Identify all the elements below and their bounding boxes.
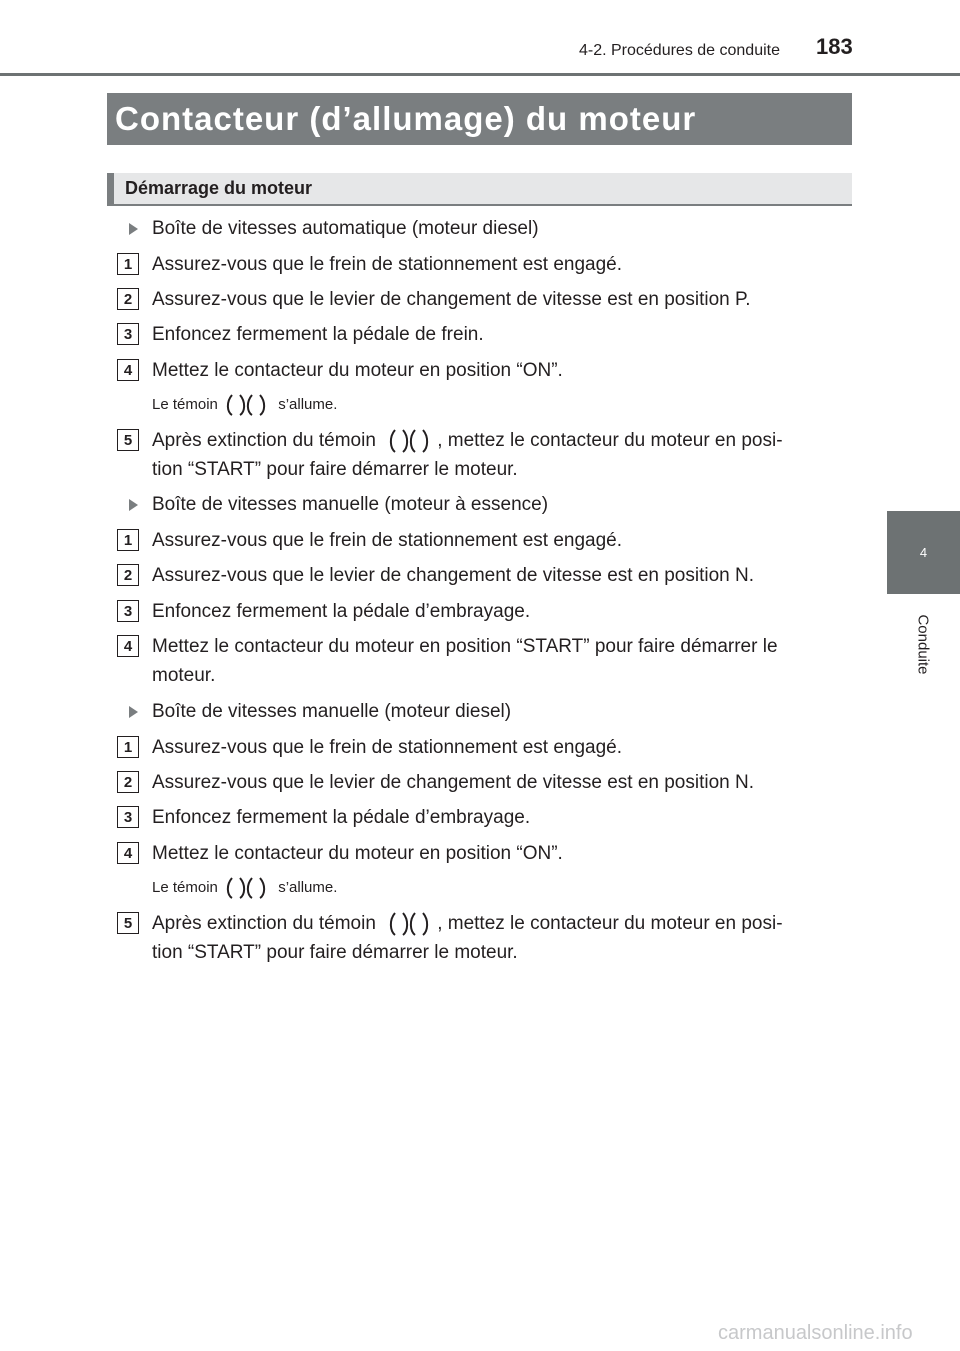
- note-text-before: Le témoin: [152, 878, 218, 896]
- step-number: 1: [117, 529, 139, 551]
- page-title-bar: [107, 93, 852, 145]
- step-text-before: Après extinction du témoin: [152, 913, 376, 934]
- page-number: 183: [816, 34, 853, 59]
- header-section-title: 4-2. Procédures de conduite: [578, 42, 780, 59]
- note-text-after: s’allume.: [278, 878, 338, 896]
- step-number: 3: [117, 806, 139, 828]
- step-number: 4: [117, 842, 139, 864]
- bullet-arrow-icon: [129, 499, 138, 511]
- block-heading: Boîte de vitesses automatique (moteur diesel): [152, 218, 539, 239]
- note-text-before: Le témoin: [152, 395, 218, 413]
- step-text: Mettez le contacteur du moteur en position “START” pour faire démarrer le: [152, 636, 778, 657]
- step-text: [152, 909, 852, 938]
- chapter-label-text: Conduite: [914, 613, 932, 675]
- step-text-after: , mettez le contacteur du moteur en posi-: [437, 913, 783, 934]
- glow-plug-indicator-icon: [381, 910, 437, 938]
- step-text-continued: tion “START” pour faire démarrer le moteur.: [152, 942, 518, 963]
- step-text: Enfoncez fermement la pédale de frein.: [152, 324, 484, 345]
- step-number: 4: [117, 635, 139, 657]
- note-text-after: s’allume.: [278, 395, 338, 413]
- step-text-after: , mettez le contacteur du moteur en posi-: [437, 430, 783, 451]
- step-text: Assurez-vous que le frein de stationnement est engagé.: [152, 530, 623, 551]
- header-divider: [0, 73, 960, 76]
- step-text-continued: moteur.: [152, 665, 216, 686]
- step-number: 3: [117, 600, 139, 622]
- watermark: carmanualsonline.info: [718, 1322, 913, 1344]
- bullet-arrow-icon: [129, 706, 138, 718]
- step-text: Enfoncez fermement la pédale d’embrayage.: [152, 807, 531, 828]
- step-number: 1: [117, 253, 139, 275]
- step-text: Mettez le contacteur du moteur en position “ON”.: [152, 360, 563, 381]
- step-text: Assurez-vous que le levier de changement de vitesse est en position N.: [152, 772, 754, 793]
- step-number: 3: [117, 323, 139, 345]
- subsection-title: Démarrage du moteur: [125, 178, 313, 198]
- step-number: 5: [117, 912, 139, 934]
- step-text: Mettez le contacteur du moteur en position “ON”.: [152, 843, 563, 864]
- step-text: Assurez-vous que le levier de changement de vitesse est en position N.: [152, 565, 754, 586]
- step-note: [152, 392, 337, 418]
- step-number: 2: [117, 771, 139, 793]
- page-title: Contacteur (d’allumage) du moteur: [115, 100, 697, 137]
- step-number: 2: [117, 564, 139, 586]
- step-text: Assurez-vous que le levier de changement de vitesse est en position P.: [152, 289, 751, 310]
- step-text-continued: tion “START” pour faire démarrer le moteur.: [152, 459, 518, 480]
- step-text: [152, 426, 852, 455]
- chapter-tab[interactable]: [887, 511, 960, 594]
- step-number: 2: [117, 288, 139, 310]
- step-number: 5: [117, 429, 139, 451]
- step-text-before: Après extinction du témoin: [152, 430, 376, 451]
- block-heading: Boîte de vitesses manuelle (moteur à essence): [152, 494, 549, 515]
- block-heading: Boîte de vitesses manuelle (moteur diesel): [152, 701, 512, 722]
- step-text: Assurez-vous que le frein de stationnement est engagé.: [152, 254, 623, 275]
- step-number: 1: [117, 736, 139, 758]
- step-text: Assurez-vous que le frein de stationnement est engagé.: [152, 737, 623, 758]
- glow-plug-indicator-icon: [222, 875, 274, 901]
- subsection-heading: [107, 173, 852, 206]
- step-number: 4: [117, 359, 139, 381]
- step-text: Enfoncez fermement la pédale d’embrayage.: [152, 601, 531, 622]
- glow-plug-indicator-icon: [381, 427, 437, 455]
- step-note: [152, 875, 337, 901]
- chapter-number: 4: [919, 545, 928, 560]
- bullet-arrow-icon: [129, 223, 138, 235]
- glow-plug-indicator-icon: [222, 392, 274, 418]
- chapter-label: [887, 594, 960, 694]
